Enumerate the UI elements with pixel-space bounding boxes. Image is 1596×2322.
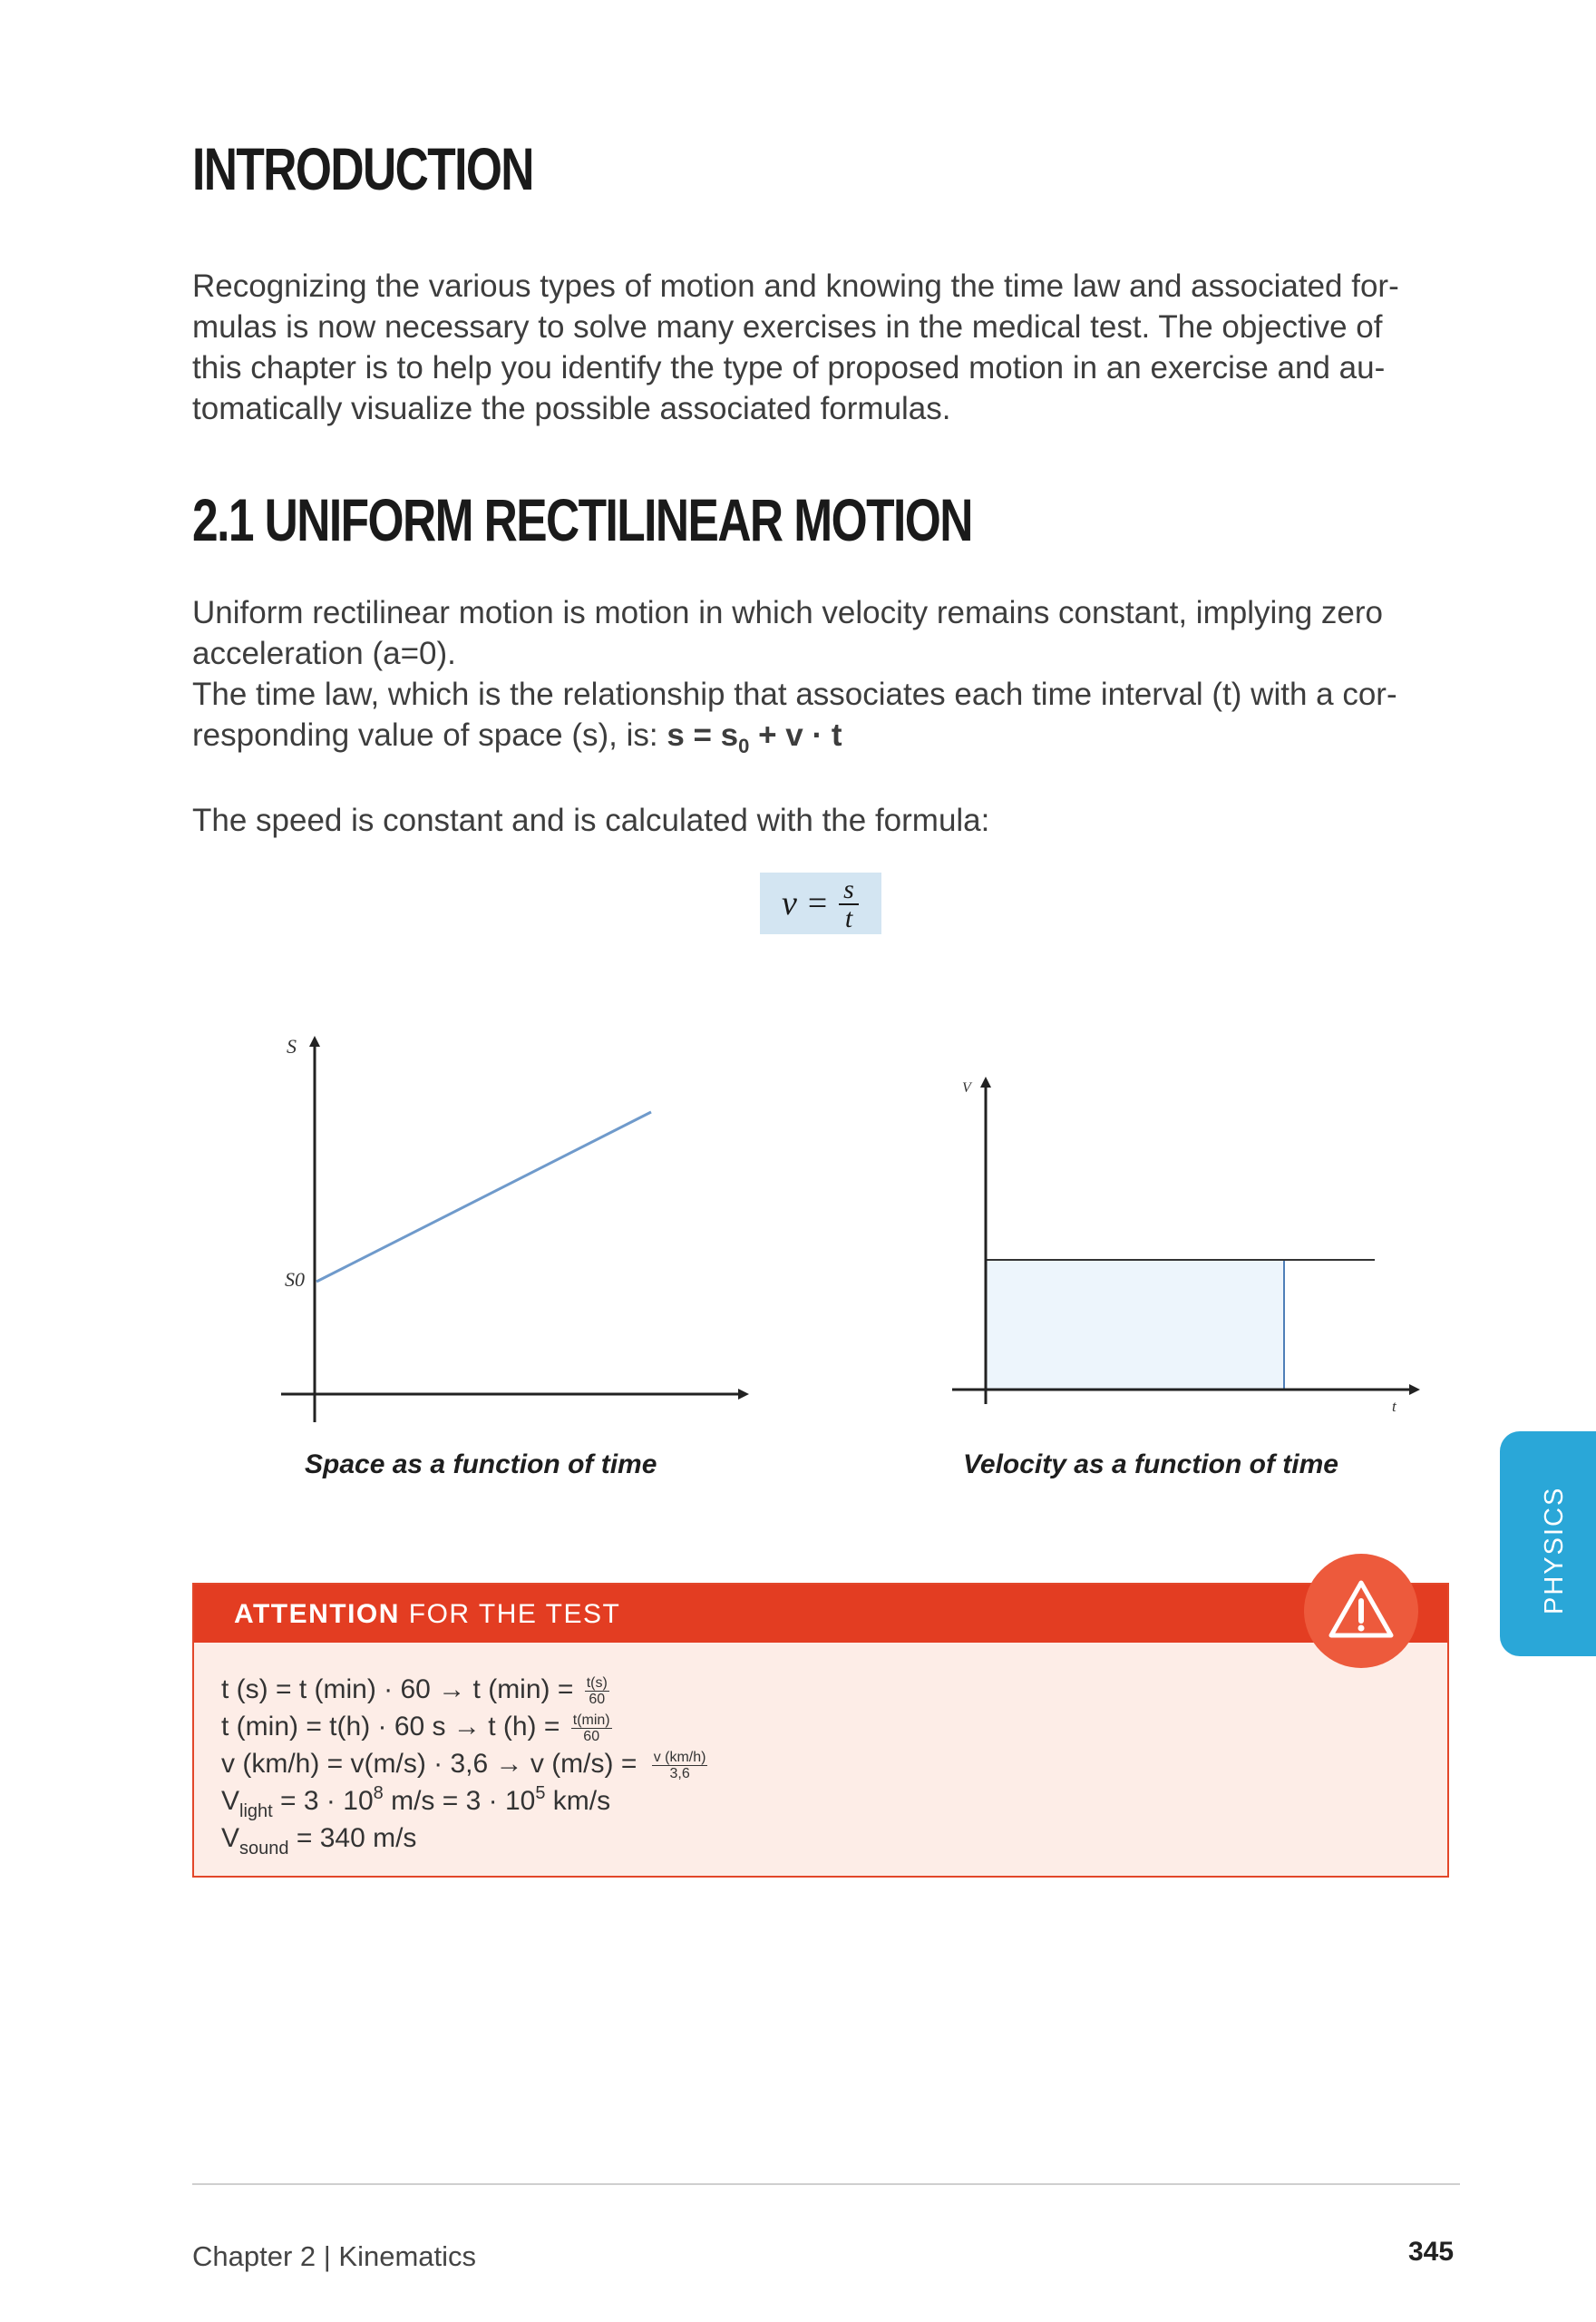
attention-line-3-num: v (km/h) bbox=[653, 1749, 706, 1765]
attention-line-2 bbox=[221, 1712, 612, 1744]
intro-line: tomatically visualize the possible associated formulas. bbox=[192, 391, 951, 426]
heading-section: 2.1 UNIFORM RECTILINEAR MOTION bbox=[192, 486, 972, 553]
footer-divider bbox=[192, 2183, 1460, 2185]
attention-title-rest: FOR THE TEST bbox=[399, 1599, 621, 1629]
time-law-s: s = s bbox=[667, 717, 739, 753]
space-time-graph bbox=[281, 1035, 744, 1422]
velocity-time-graph bbox=[952, 1080, 1415, 1415]
space-graph-caption: Space as a function of time bbox=[305, 1449, 657, 1479]
attention-line-1-fraction bbox=[585, 1675, 609, 1707]
attention-line-4-a: = 3 · 10 bbox=[272, 1786, 374, 1816]
time-law-sub: 0 bbox=[738, 735, 750, 757]
attention-line-4 bbox=[221, 1783, 611, 1821]
attention-line-2-den: 60 bbox=[583, 1728, 600, 1744]
intro-line: mulas is now necessary to solve many exercises in the medical test. The objective of bbox=[192, 309, 1383, 345]
physics-side-tab-label: PHYSICS bbox=[1540, 1486, 1569, 1615]
heading-introduction: INTRODUCTION bbox=[192, 135, 533, 202]
attention-line-4-sup1: 8 bbox=[373, 1783, 384, 1803]
page-number: 345 bbox=[1408, 2237, 1455, 2267]
attention-line-4-b: m/s = 3 · 10 bbox=[383, 1786, 536, 1816]
attention-line-1-den: 60 bbox=[589, 1691, 606, 1707]
attention-title-bold: ATTENTION bbox=[234, 1599, 400, 1629]
attention-line-3 bbox=[221, 1749, 707, 1781]
speed-text: The speed is constant and is calculated with the formula: bbox=[192, 803, 990, 838]
formula-lhs: v = bbox=[782, 884, 830, 922]
attention-line-1-text: t (s) = t (min) · 60 → t (min) = bbox=[221, 1674, 574, 1704]
intro-line: this chapter is to help you identify the type of proposed motion in an exercise and au- bbox=[192, 350, 1386, 385]
velocity-area bbox=[986, 1260, 1284, 1390]
attention-line-3-text: v (km/h) = v(m/s) · 3,6 → v (m/s) = bbox=[221, 1749, 637, 1779]
velocity-graph-caption: Velocity as a function of time bbox=[963, 1449, 1338, 1479]
attention-line-4-v: V bbox=[221, 1786, 240, 1816]
attention-line-5 bbox=[221, 1823, 417, 1859]
velocity-x-label: t bbox=[1392, 1398, 1396, 1415]
attention-line-2-text: t (min) = t(h) · 60 s → t (h) = bbox=[221, 1712, 560, 1742]
attention-line-3-fraction bbox=[652, 1750, 708, 1781]
time-law-rest: + v · t bbox=[749, 717, 842, 753]
attention-line-1-num: t(s) bbox=[586, 1674, 608, 1691]
section-line: acceleration (a=0). bbox=[192, 636, 456, 671]
space-s0-label: S0 bbox=[285, 1268, 305, 1291]
attention-line-5-rest: = 340 m/s bbox=[288, 1823, 417, 1853]
warning-icon bbox=[1304, 1554, 1418, 1668]
attention-line-4-c: km/s bbox=[545, 1786, 611, 1816]
attention-header bbox=[194, 1585, 1447, 1643]
section-line: Uniform rectilinear motion is motion in which velocity remains constant, implying zero bbox=[192, 595, 1383, 630]
attention-title bbox=[234, 1599, 620, 1630]
space-y-label: S bbox=[287, 1035, 297, 1058]
attention-line-5-sub: sound bbox=[239, 1839, 289, 1859]
attention-line-2-fraction bbox=[571, 1712, 612, 1744]
attention-line-4-sub: light bbox=[239, 1801, 273, 1821]
formula-numerator: s bbox=[843, 874, 854, 904]
attention-line-4-sup2: 5 bbox=[535, 1783, 546, 1803]
time-law-prefix: responding value of space (s), is: bbox=[192, 717, 667, 753]
attention-line-1 bbox=[221, 1674, 609, 1707]
attention-line-5-v: V bbox=[221, 1823, 240, 1853]
footer-chapter: Chapter 2 | Kinematics bbox=[192, 2240, 477, 2272]
attention-line-3-den: 3,6 bbox=[669, 1765, 690, 1781]
velocity-y-label: V bbox=[962, 1080, 971, 1096]
formula-denominator: t bbox=[844, 903, 853, 933]
intro-line: Recognizing the various types of motion and knowing the time law and associated for- bbox=[192, 268, 1399, 304]
space-line bbox=[316, 1112, 651, 1282]
section-line: The time law, which is the relationship that associates each time interval (t) with a cor- bbox=[192, 677, 1397, 712]
attention-line-2-num: t(min) bbox=[572, 1712, 610, 1728]
